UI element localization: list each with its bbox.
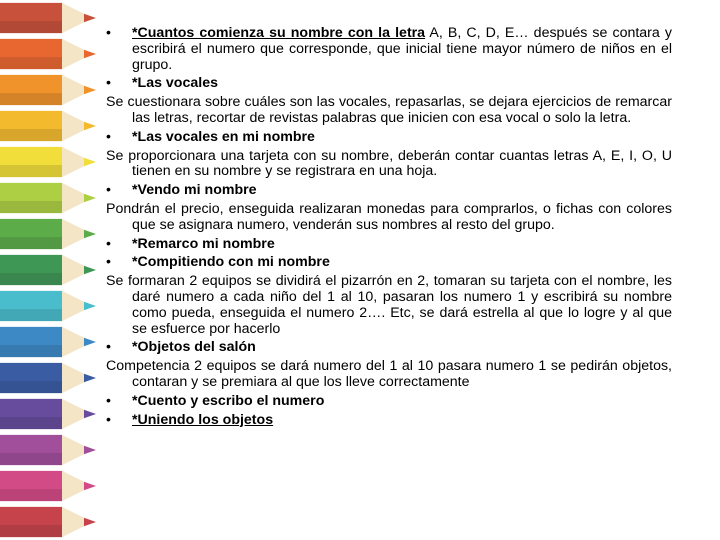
bullet-heading: *Las vocales en mi nombre xyxy=(132,128,315,145)
bullet-icon: • xyxy=(106,254,111,271)
bullet-item xyxy=(106,183,672,199)
paragraph xyxy=(106,149,672,181)
bullet-item xyxy=(106,76,672,92)
bullet-heading: *Uniendo los objetos xyxy=(132,411,274,428)
bullet-heading: *Cuento y escribo el numero xyxy=(132,392,325,409)
bullet-item xyxy=(106,255,672,271)
paragraph xyxy=(106,274,672,337)
paragraph-text: Se cuestionara sobre cuáles son las vocales, repasarlas, se dejara ejercicios de remarcar las letras, recortar de revistas palabras que inicien con esa vocal o solo la letra. xyxy=(106,94,672,126)
bullet-heading: *Las vocales xyxy=(132,75,218,92)
paragraph-text: Pondrán el precio, enseguida realizaran monedas para comprarlos, o fichas con colores que se asignara numero, venderán sus nombres al resto del grupo. xyxy=(106,200,672,233)
bullet-icon: • xyxy=(106,182,111,199)
paragraph xyxy=(106,202,672,234)
paragraph xyxy=(106,359,672,391)
paragraph xyxy=(106,95,672,127)
bullet-icon: • xyxy=(106,339,111,356)
bullet-item xyxy=(106,26,672,73)
bullet-heading: *Objetos del salón xyxy=(132,339,256,356)
paragraph-text: Se proporcionara una tarjeta con su nombre, deberán contar cuantas letras A, E, I, O, U tienen en su nombre y se registrara en una hoja. xyxy=(106,147,672,180)
paragraph-text: Se formaran 2 equipos se dividirá el pizarrón en 2, tomaran su tarjeta con el nombre, les daré numero a cada niño del 1 al 10, pasaran los numero 1 y escribirá su nombre como pueda, enseguida el numero 2…. Etc, se dará estrella al que lo logre y al que se esfuerce por hacerlo xyxy=(106,273,672,337)
bullet-text: A, B, C, D, E… después se contara y escribirá el numero que corresponde, que inicial tiene mayor número de niños en el grupo. xyxy=(132,25,672,73)
colored-pencils-image xyxy=(0,0,110,540)
bullet-heading: *Compitiendo con mi nombre xyxy=(132,254,330,271)
bullet-icon: • xyxy=(106,392,111,409)
bullet-icon: • xyxy=(106,235,111,252)
bullet-item xyxy=(106,413,672,429)
bullet-item xyxy=(106,394,672,410)
bullet-item xyxy=(106,237,672,253)
bullet-icon: • xyxy=(106,75,111,92)
bullet-icon: • xyxy=(106,411,111,428)
bullet-heading: *Vendo mi nombre xyxy=(132,182,257,199)
bullet-heading: *Remarco mi nombre xyxy=(132,235,275,252)
bullet-icon: • xyxy=(106,128,111,145)
bullet-item xyxy=(106,130,672,146)
bullet-heading: *Cuantos comienza su nombre con la letra xyxy=(132,25,426,41)
bullet-item xyxy=(106,340,672,356)
bullet-icon: • xyxy=(106,25,111,41)
slide-content xyxy=(106,26,672,428)
paragraph-text: Competencia 2 equipos se dará numero del 1 al 10 pasara numero 1 se pedirán objetos, contaran y se premiara al que los lleve correctamente xyxy=(106,358,672,390)
